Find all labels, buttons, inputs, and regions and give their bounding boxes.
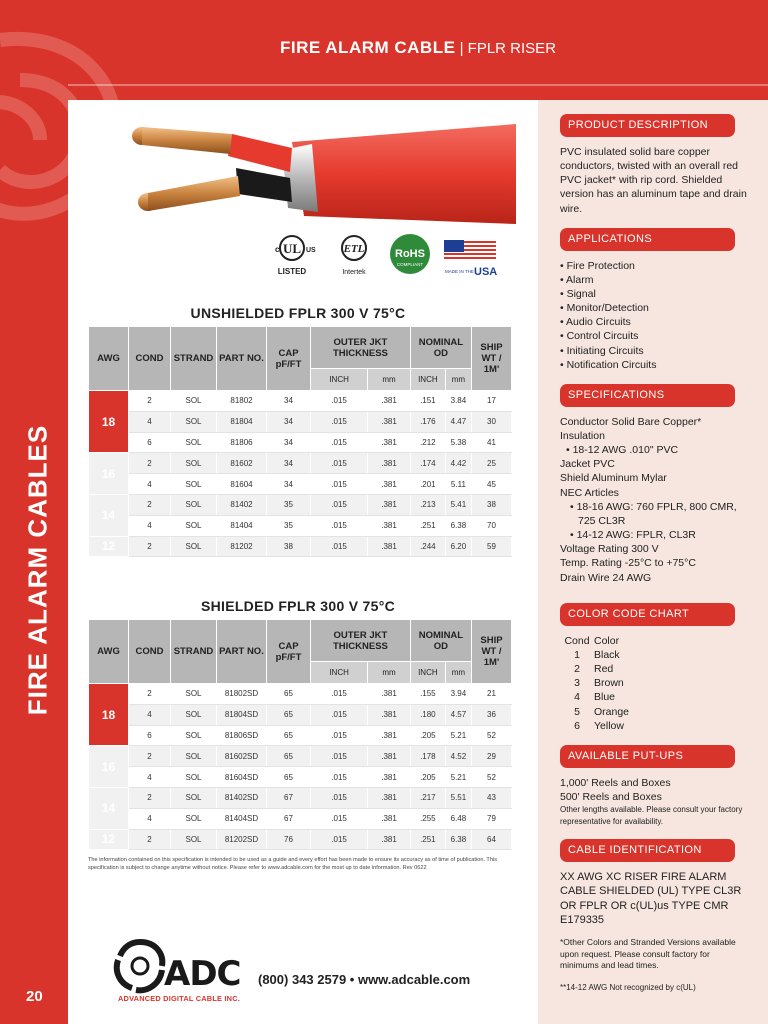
cell-wt: 59	[472, 536, 512, 557]
color-code-row	[560, 719, 748, 733]
cell-part: 81804SD	[217, 704, 267, 725]
cell-part: 81804	[217, 411, 267, 432]
color-code-header	[560, 634, 748, 648]
awg-cell: 16	[89, 746, 129, 788]
cell-part: 81202	[217, 536, 267, 557]
cell-strand: SOL	[171, 494, 217, 515]
cell-cond: 2	[129, 829, 171, 850]
cell-cond: 4	[129, 515, 171, 536]
svg-text:MADE IN THE: MADE IN THE	[445, 269, 474, 274]
cell-cap: 34	[267, 391, 311, 412]
cell-cap: 65	[267, 746, 311, 767]
cell-od-in: .213	[410, 494, 445, 515]
cell-jkt-mm: .381	[368, 746, 411, 767]
cell-od-mm: 5.51	[445, 787, 471, 808]
cell-od-mm: 4.57	[445, 704, 471, 725]
certification-marks-icon	[262, 232, 502, 280]
sub-mm: mm	[368, 369, 411, 391]
col-strand: STRAND	[171, 620, 217, 684]
cell-part: 81802SD	[217, 684, 267, 705]
left-band	[0, 0, 68, 1024]
cell-jkt-in: .015	[311, 474, 368, 495]
cell-jkt-in: .015	[311, 704, 368, 725]
application-item: • Alarm	[560, 273, 748, 287]
cell-jkt-mm: .381	[368, 474, 411, 495]
color-code-heading: COLOR CODE CHART	[560, 603, 735, 626]
spec-conductor: Conductor Solid Bare Copper*	[560, 415, 702, 428]
cell-cap: 65	[267, 725, 311, 746]
color-name: Yellow	[594, 719, 624, 732]
cell-wt: 41	[472, 432, 512, 453]
cell-strand: SOL	[171, 536, 217, 557]
identification-note-1: *Other Colors and Stranded Versions available upon request. Please consult factory for minimums and lead times.	[560, 937, 736, 971]
cell-od-mm: 4.42	[445, 453, 471, 474]
cell-part: 81402SD	[217, 787, 267, 808]
certification-logos	[262, 232, 502, 280]
cell-jkt-mm: .381	[368, 829, 411, 850]
cell-od-mm: 6.38	[445, 829, 471, 850]
cell-part: 81404	[217, 515, 267, 536]
cell-od-in: .176	[410, 411, 445, 432]
spec-nec: NEC Articles	[560, 486, 619, 499]
cell-od-mm: 5.41	[445, 494, 471, 515]
col-outer-jkt: OUTER JKT THICKNESS	[311, 327, 411, 369]
cell-strand: SOL	[171, 391, 217, 412]
product-description-text: PVC insulated solid bare copper conductors, twisted with an overall red PVC jacket* with rip cord. Shielded version has an aluminum tape and drain wire.	[560, 145, 747, 215]
logo-name: ADC	[164, 954, 241, 994]
cell-od-in: .255	[410, 808, 445, 829]
cell-jkt-mm: .381	[368, 391, 411, 412]
applications-list	[560, 259, 748, 372]
cell-od-mm: 5.21	[445, 725, 471, 746]
cell-jkt-in: .015	[311, 391, 368, 412]
cell-part: 81602SD	[217, 746, 267, 767]
page-number: 20	[26, 988, 43, 1005]
color-name: Orange	[594, 705, 630, 718]
cell-od-mm: 4.47	[445, 411, 471, 432]
cell-strand: SOL	[171, 684, 217, 705]
cell-cond: 2	[129, 746, 171, 767]
cell-jkt-mm: .381	[368, 411, 411, 432]
table-row	[89, 767, 512, 788]
cell-cond: 4	[129, 411, 171, 432]
cell-cap: 38	[267, 536, 311, 557]
cell-wt: 17	[472, 391, 512, 412]
cell-cond: 2	[129, 494, 171, 515]
cell-cap: 65	[267, 767, 311, 788]
sub-mm: mm	[445, 369, 471, 391]
cell-cap: 65	[267, 684, 311, 705]
col-cond: COND	[129, 620, 171, 684]
svg-text:RoHS: RoHS	[395, 248, 425, 260]
cell-wt: 21	[472, 684, 512, 705]
color-name: Black	[594, 648, 620, 661]
svg-text:c: c	[275, 245, 280, 254]
cell-od-mm: 6.20	[445, 536, 471, 557]
applications-heading: APPLICATIONS	[560, 228, 735, 251]
col-ship-wt: SHIP WT / 1M'	[472, 327, 512, 391]
cell-wt: 70	[472, 515, 512, 536]
table-row	[89, 704, 512, 725]
svg-text:COMPLIANT: COMPLIANT	[396, 262, 424, 267]
spec-insulation: Insulation	[560, 429, 605, 442]
cell-part: 81802	[217, 391, 267, 412]
table-row	[89, 453, 512, 474]
cell-od-in: .212	[410, 432, 445, 453]
application-item: • Fire Protection	[560, 259, 748, 273]
cell-cond: 4	[129, 808, 171, 829]
cell-od-in: .205	[410, 767, 445, 788]
page-header	[68, 38, 768, 84]
svg-text:UL: UL	[282, 241, 302, 256]
color-code-row	[560, 705, 748, 719]
disclaimer: The information contained on this specification is intended to be used as a guide and every effort has been made to ensure its accuracy as of time of publication. This specification is subject to change anytime without notice. Please refer to www.adcable.com for the most up to date information. Rev 0622	[88, 857, 498, 872]
sub-inch: INCH	[410, 369, 445, 391]
col-awg: AWG	[89, 620, 129, 684]
cell-od-mm: 3.84	[445, 391, 471, 412]
cell-jkt-in: .015	[311, 453, 368, 474]
cell-wt: 38	[472, 494, 512, 515]
sub-inch: INCH	[311, 662, 368, 684]
awg-cell: 12	[89, 829, 129, 850]
svg-text:USA: USA	[474, 266, 498, 278]
col-cond: COND	[129, 327, 171, 391]
sub-inch: INCH	[311, 369, 368, 391]
cell-cond: 6	[129, 432, 171, 453]
cell-cap: 35	[267, 494, 311, 515]
cell-wt: 25	[472, 453, 512, 474]
cell-strand: SOL	[171, 808, 217, 829]
awg-cell: 16	[89, 453, 129, 495]
cell-od-in: .155	[410, 684, 445, 705]
cell-jkt-mm: .381	[368, 767, 411, 788]
color-code-list	[560, 648, 748, 733]
cell-strand: SOL	[171, 725, 217, 746]
cell-cond: 2	[129, 536, 171, 557]
cell-jkt-in: .015	[311, 515, 368, 536]
cell-cond: 4	[129, 704, 171, 725]
cell-wt: 30	[472, 411, 512, 432]
cell-strand: SOL	[171, 474, 217, 495]
table-row	[89, 746, 512, 767]
awg-cell: 18	[89, 391, 129, 453]
application-item: • Notification Circuits	[560, 358, 748, 372]
cell-part: 81202SD	[217, 829, 267, 850]
cell-part: 81402	[217, 494, 267, 515]
cell-cap: 34	[267, 453, 311, 474]
spec-nec-1: • 18-16 AWG: 760 FPLR, 800 CMR, 725 CL3R	[570, 500, 737, 527]
cell-cap: 76	[267, 829, 311, 850]
color-col-cond: Cond	[564, 634, 590, 647]
cell-strand: SOL	[171, 411, 217, 432]
awg-cell: 14	[89, 787, 129, 829]
logo-tagline: ADVANCED DIGITAL CABLE INC.	[118, 994, 241, 1003]
sub-inch: INCH	[410, 662, 445, 684]
application-item: • Control Circuits	[560, 329, 748, 343]
cell-strand: SOL	[171, 432, 217, 453]
cell-part: 81806	[217, 432, 267, 453]
cable-image	[132, 120, 516, 230]
col-cap: CAP pF/FT	[267, 327, 311, 391]
cell-od-in: .205	[410, 725, 445, 746]
cell-wt: 52	[472, 767, 512, 788]
color-col-color: Color	[594, 634, 620, 647]
sub-mm: mm	[445, 662, 471, 684]
cell-cond: 6	[129, 725, 171, 746]
col-part: PART NO.	[217, 327, 267, 391]
color-code-row	[560, 690, 748, 704]
col-part: PART NO.	[217, 620, 267, 684]
cell-part: 81604	[217, 474, 267, 495]
cell-od-in: .178	[410, 746, 445, 767]
info-panel	[538, 100, 768, 1024]
table-row	[89, 536, 512, 557]
cell-strand: SOL	[171, 746, 217, 767]
cell-od-in: .201	[410, 474, 445, 495]
cell-jkt-in: .015	[311, 829, 368, 850]
header-subtitle: FPLR RISER	[467, 40, 557, 57]
cell-cond: 2	[129, 684, 171, 705]
side-title: FIRE ALARM CABLES	[22, 424, 53, 716]
cell-jkt-in: .015	[311, 411, 368, 432]
header-separator: |	[455, 40, 468, 57]
svg-text:Intertek: Intertek	[342, 269, 366, 276]
spec-insulation-detail: • 18-12 AWG .010" PVC	[566, 444, 679, 457]
specifications-heading: SPECIFICATIONS	[560, 384, 735, 407]
cell-cap: 65	[267, 704, 311, 725]
identification-note-2: **14-12 AWG Not recognized by c(UL)	[560, 982, 696, 992]
putups-line2: 500' Reels and Boxes	[560, 790, 662, 803]
color-cond: 5	[574, 705, 580, 718]
table-row	[89, 684, 512, 705]
awg-cell: 14	[89, 494, 129, 536]
cell-cap: 34	[267, 432, 311, 453]
cell-cap: 34	[267, 474, 311, 495]
cell-cap: 34	[267, 411, 311, 432]
cell-jkt-in: .015	[311, 536, 368, 557]
application-item: • Audio Circuits	[560, 315, 748, 329]
unshielded-spec-table	[88, 326, 512, 557]
product-description-heading: PRODUCT DESCRIPTION	[560, 114, 735, 137]
color-cond: 2	[574, 663, 580, 676]
putups-line1: 1,000' Reels and Boxes	[560, 776, 671, 789]
cell-wt: 79	[472, 808, 512, 829]
color-code-row	[560, 676, 748, 690]
cell-cond: 2	[129, 391, 171, 412]
cell-od-in: .244	[410, 536, 445, 557]
cell-wt: 45	[472, 474, 512, 495]
col-outer-jkt: OUTER JKT THICKNESS	[311, 620, 411, 662]
cell-part: 81602	[217, 453, 267, 474]
cell-od-in: .251	[410, 829, 445, 850]
cell-wt: 43	[472, 787, 512, 808]
cell-jkt-in: .015	[311, 787, 368, 808]
col-nominal-od: NOMINAL OD	[410, 327, 471, 369]
table-row	[89, 411, 512, 432]
cell-od-mm: 5.11	[445, 474, 471, 495]
table-row	[89, 787, 512, 808]
adc-swirl-icon	[112, 936, 168, 996]
col-ship-wt: SHIP WT / 1M'	[472, 620, 512, 684]
spec-temp: Temp. Rating -25°C to +75°C	[560, 557, 696, 570]
putups-note: Other lengths available. Please consult your factory representative for availability.	[560, 805, 743, 826]
cell-jkt-mm: .381	[368, 453, 411, 474]
cell-od-mm: 5.21	[445, 767, 471, 788]
color-code-row	[560, 648, 748, 662]
table-row	[89, 515, 512, 536]
awg-cell: 18	[89, 684, 129, 746]
cell-part: 81604SD	[217, 767, 267, 788]
cell-cond: 4	[129, 474, 171, 495]
cell-jkt-mm: .381	[368, 787, 411, 808]
cell-od-in: .217	[410, 787, 445, 808]
cell-jkt-mm: .381	[368, 515, 411, 536]
awg-cell: 12	[89, 536, 129, 557]
cell-od-in: .174	[410, 453, 445, 474]
table-row	[89, 829, 512, 850]
col-strand: STRAND	[171, 327, 217, 391]
color-cond: 6	[574, 719, 580, 732]
cell-od-mm: 5.38	[445, 432, 471, 453]
cell-od-in: .151	[410, 391, 445, 412]
cell-jkt-in: .015	[311, 684, 368, 705]
cell-strand: SOL	[171, 767, 217, 788]
cell-jkt-mm: .381	[368, 494, 411, 515]
unshielded-table-title: UNSHIELDED FPLR 300 V 75°C	[190, 305, 406, 321]
col-cap: CAP pF/FT	[267, 620, 311, 684]
identification-heading: CABLE IDENTIFICATION	[560, 839, 735, 862]
cell-jkt-mm: .381	[368, 432, 411, 453]
cell-od-in: .180	[410, 704, 445, 725]
table-row	[89, 494, 512, 515]
spec-drain: Drain Wire 24 AWG	[560, 571, 652, 584]
cell-jkt-in: .015	[311, 725, 368, 746]
cell-jkt-in: .015	[311, 808, 368, 829]
cell-wt: 52	[472, 725, 512, 746]
cell-part: 81404SD	[217, 808, 267, 829]
color-cond: 4	[574, 691, 580, 704]
cell-jkt-in: .015	[311, 767, 368, 788]
cell-strand: SOL	[171, 829, 217, 850]
color-code-row	[560, 662, 748, 676]
shielded-spec-table	[88, 619, 512, 850]
adc-logo	[112, 936, 262, 1006]
cell-cap: 67	[267, 787, 311, 808]
color-name: Blue	[594, 691, 616, 704]
cell-od-mm: 6.48	[445, 808, 471, 829]
cell-jkt-in: .015	[311, 746, 368, 767]
putups-heading: AVAILABLE PUT-UPS	[560, 745, 735, 768]
shielded-table-title: SHIELDED FPLR 300 V 75°C	[200, 598, 396, 614]
cell-strand: SOL	[171, 453, 217, 474]
sub-mm: mm	[368, 662, 411, 684]
spec-jacket: Jacket PVC	[560, 458, 615, 471]
col-nominal-od: NOMINAL OD	[410, 620, 471, 662]
contact-info: (800) 343 2579 • www.adcable.com	[258, 972, 471, 987]
cell-cap: 67	[267, 808, 311, 829]
svg-text:ETL: ETL	[343, 243, 365, 255]
cell-jkt-mm: .381	[368, 536, 411, 557]
cell-strand: SOL	[171, 704, 217, 725]
cell-part: 81806SD	[217, 725, 267, 746]
color-name: Brown	[594, 677, 624, 690]
spec-voltage: Voltage Rating 300 V	[560, 543, 659, 556]
identification-text: XX AWG XC RISER FIRE ALARM CABLE SHIELDED (UL) TYPE CL3R OR FPLR OR c(UL)us TYPE CMR E179335	[560, 871, 742, 926]
spec-nec-2: • 14-12 AWG: FPLR, CL3R	[570, 529, 696, 542]
color-name: Red	[594, 663, 614, 676]
cell-cond: 4	[129, 767, 171, 788]
table-row	[89, 432, 512, 453]
spec-shield: Shield Aluminum Mylar	[560, 472, 667, 485]
cell-jkt-in: .015	[311, 432, 368, 453]
cell-od-mm: 6.38	[445, 515, 471, 536]
cell-cond: 2	[129, 453, 171, 474]
col-awg: AWG	[89, 327, 129, 391]
header-title: FIRE ALARM CABLE	[279, 38, 456, 57]
application-item: • Initiating Circuits	[560, 344, 748, 358]
cell-strand: SOL	[171, 787, 217, 808]
cell-wt: 36	[472, 704, 512, 725]
application-item: • Monitor/Detection	[560, 301, 748, 315]
cell-jkt-mm: .381	[368, 808, 411, 829]
cell-jkt-mm: .381	[368, 704, 411, 725]
table-row	[89, 808, 512, 829]
cell-od-in: .251	[410, 515, 445, 536]
table-row	[89, 474, 512, 495]
cell-jkt-mm: .381	[368, 684, 411, 705]
cell-wt: 64	[472, 829, 512, 850]
cell-od-mm: 4.52	[445, 746, 471, 767]
color-cond: 3	[574, 677, 580, 690]
table-row	[89, 391, 512, 412]
header-divider	[68, 84, 768, 86]
cell-strand: SOL	[171, 515, 217, 536]
cell-cap: 35	[267, 515, 311, 536]
svg-text:US: US	[306, 247, 316, 254]
cell-cond: 2	[129, 787, 171, 808]
cell-jkt-mm: .381	[368, 725, 411, 746]
svg-text:LISTED: LISTED	[277, 267, 307, 276]
cell-wt: 29	[472, 746, 512, 767]
color-cond: 1	[574, 648, 580, 661]
cell-jkt-in: .015	[311, 494, 368, 515]
table-row	[89, 725, 512, 746]
cell-od-mm: 3.94	[445, 684, 471, 705]
application-item: • Signal	[560, 287, 748, 301]
